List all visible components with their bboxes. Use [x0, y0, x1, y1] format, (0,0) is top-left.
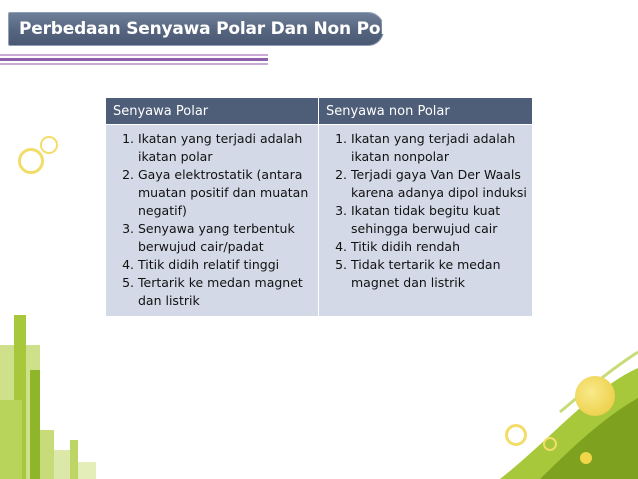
header-nonpolar: Senyawa non Polar	[319, 98, 533, 125]
comparison-table	[105, 97, 533, 317]
list-item: 4. Titik didih rendah	[351, 238, 528, 256]
ring-decoration	[505, 424, 527, 446]
list-item: 2. Gaya elektrostatik (antara muatan positif dan muatan negatif)	[138, 166, 314, 220]
list-item: 2. Terjadi gaya Van Der Waals karena adanya dipol induksi	[351, 166, 528, 202]
list-item: 4. Titik didih relatif tinggi	[138, 256, 314, 274]
polar-cell	[106, 125, 319, 317]
yellow-circle-decoration	[575, 376, 615, 416]
slide-title: Perbedaan Senyawa Polar Dan Non Polar	[19, 19, 406, 39]
list-item: 5. Tertarik ke medan magnet dan listrik	[138, 274, 314, 310]
wave-decoration	[440, 350, 638, 479]
list-item: 1. Ikatan yang terjadi adalah ikatan polar	[138, 130, 314, 166]
ring-decoration	[543, 437, 557, 451]
list-item: 3. Senyawa yang terbentuk berwujud cair/padat	[138, 220, 314, 256]
list-item: 3. Ikatan tidak begitu kuat sehingga berwujud cair	[351, 202, 528, 238]
list-item: 5. Tidak tertarik ke medan magnet dan listrik	[351, 256, 528, 292]
nonpolar-cell	[319, 125, 533, 317]
list-item: 1. Ikatan yang terjadi adalah ikatan nonpolar	[351, 130, 528, 166]
green-bars-decoration	[0, 0, 110, 479]
table-header-row	[106, 98, 533, 125]
polar-list	[110, 130, 314, 310]
table-row	[106, 125, 533, 317]
nonpolar-list	[323, 130, 528, 292]
yellow-dot-decoration	[580, 452, 592, 464]
header-polar: Senyawa Polar	[106, 98, 319, 125]
